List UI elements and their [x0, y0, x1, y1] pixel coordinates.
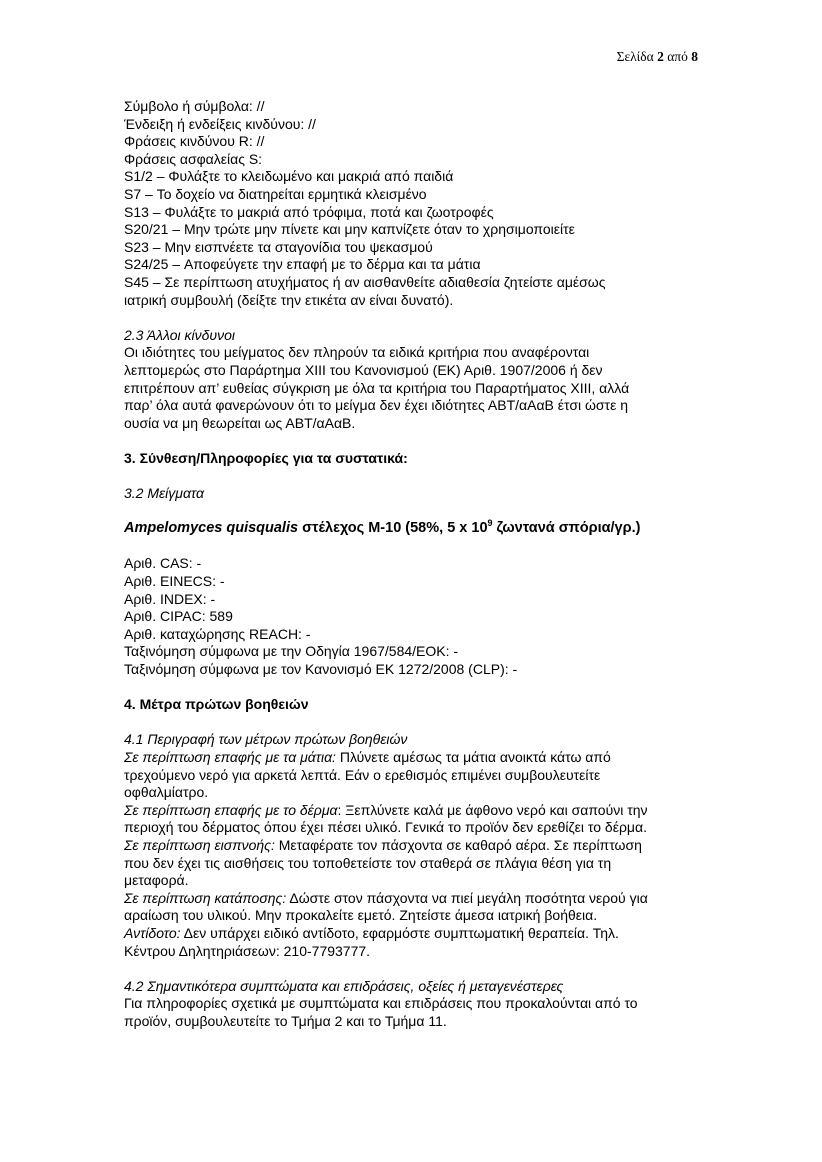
hazard-line: Σύμβολο ή σύμβολα: // — [124, 98, 265, 114]
page-header — [617, 49, 698, 65]
eye-contact-line — [124, 749, 709, 767]
antidote-label: Αντίδοτο: — [124, 924, 181, 941]
identifier-line: Ταξινόμηση σύμφωνα με την Οδηγία 1967/584/ΕΟΚ: - — [124, 643, 459, 660]
ingestion-line — [124, 890, 709, 908]
identifier-line: Αριθ. EINECS: - — [124, 573, 225, 590]
identifier-line: Αριθ. καταχώρησης REACH: - — [124, 625, 311, 642]
section-4-2 — [124, 978, 709, 1031]
antidote-text: Δεν υπάρχει ειδικό αντίδοτο, εφαρμόστε συμπτωματική θεραπεία. Τηλ. — [180, 924, 619, 941]
ingestion-text: Δώστε στον πάσχοντα να πιεί μεγάλη ποσότητα νερού για — [286, 889, 648, 906]
paragraph-line: επιτρέπουν απ’ ευθείας σύγκριση με όλα τα κριτήρια του Παραρτήματος XIII, αλλά — [124, 379, 630, 396]
subsection-title: 4.1 Περιγραφή των μέτρων πρώτων βοηθειών — [124, 731, 408, 748]
skin-contact-text: : Ξεπλύνετε καλά με άφθονο νερό και σαπούνι την — [337, 801, 648, 818]
organism-name: Ampelomyces quisqualis — [124, 520, 299, 537]
ingestion-label: Σε περίπτωση κατάποσης: — [124, 889, 287, 906]
paragraph-line: Οι ιδιότητες του μείγματος δεν πληρούν τα ειδικά κριτήρια που αναφέρονται — [124, 344, 590, 361]
hazard-line: S20/21 – Μην τρώτε μην πίνετε και μην καπνίζετε όταν το χρησιμοποιείτε — [124, 221, 575, 238]
paragraph-line: παρ’ όλα αυτά φανερώνουν ότι το μείγμα δεν έχει ιδιότητες ΑΒΤ/αΑαΒ έτσι ώστε η — [124, 397, 628, 414]
identifiers-list — [124, 555, 709, 678]
page-number: 2 — [657, 49, 664, 64]
component-text: στέλεχος Μ-10 (58%, 5 x 10 — [298, 520, 488, 537]
section-3-heading: 3. Σύνθεση/Πληροφορίες για τα συστατικά: — [124, 449, 408, 466]
paragraph-line: οφθαλμίατρο. — [124, 784, 209, 801]
inhalation-text: Μεταφέρατε τον πάσχοντα σε καθαρό αέρα. Σε περίπτωση — [274, 836, 642, 853]
paragraph-line: Κέντρου Δηλητηριάσεων: 210-7793777. — [124, 942, 371, 959]
inhalation-line — [124, 837, 709, 855]
subsection-title: 3.2 Μείγματα — [124, 485, 204, 502]
hazard-line: S1/2 – Φυλάξτε το κλειδωμένο και μακριά από παιδιά — [124, 168, 454, 185]
of-label: από — [667, 49, 688, 64]
page-label: Σελίδα — [616, 49, 654, 64]
paragraph-line: ουσία να μη θεωρείται ως ΑΒΤ/αΑαΒ. — [124, 414, 356, 431]
paragraph-line: Για πληροφορίες σχετικά με συμπτώματα και επιδράσεις που προκαλούνται από το — [124, 995, 638, 1012]
hazard-line: S45 – Σε περίπτωση ατυχήματος ή αν αισθανθείτε αδιαθεσία ζητείστε αμέσως — [124, 273, 606, 290]
paragraph-line: προϊόν, συμβουλευτείτε το Τμήμα 2 και το Τμήμα 11. — [124, 1012, 447, 1029]
hazard-block — [124, 98, 709, 309]
hazard-line: Φράσεις ασφαλείας S: — [124, 150, 263, 167]
skin-contact-label: Σε περίπτωση επαφής με το δέρμα — [124, 801, 338, 818]
component-name — [124, 520, 709, 538]
subsection-title: 2.3 Άλλοι κίνδυνοι — [124, 326, 236, 343]
paragraph-line: τρεχούμενο νερό για αρκετά λεπτά. Εάν ο ερεθισμός επιμένει συμβουλευτείτε — [124, 766, 601, 783]
paragraph-line: μεταφορά. — [124, 872, 189, 889]
hazard-line: ιατρική συμβουλή (δείξτε την ετικέτα αν είναι δυνατό). — [124, 291, 454, 308]
skin-contact-line — [124, 802, 709, 820]
paragraph-line: λεπτομερώς στο Παράρτημα XIII του Κανονισμού (ΕΚ) Αριθ. 1907/2006 ή δεν — [124, 361, 603, 378]
hazard-line: Ένδειξη ή ενδείξεις κινδύνου: // — [124, 115, 316, 132]
inhalation-label: Σε περίπτωση εισπνοής: — [124, 836, 275, 853]
exponent: 9 — [487, 518, 493, 529]
total-pages: 8 — [691, 49, 698, 64]
identifier-line: Αριθ. INDEX: - — [124, 590, 216, 607]
subsection-title: 4.2 Σημαντικότερα συμπτώματα και επιδράσεις, οξείες ή μεταγενέστερες — [124, 977, 564, 994]
section-4-heading: 4. Μέτρα πρώτων βοηθειών — [124, 696, 309, 713]
identifier-line: Ταξινόμηση σύμφωνα με τον Κανονισμό ΕΚ 1272/2008 (CLP): - — [124, 661, 518, 677]
antidote-line — [124, 925, 709, 943]
section-2-3 — [124, 327, 709, 433]
hazard-line: S7 – Το δοχείο να διατηρείται ερμητικά κλεισμένο — [124, 185, 427, 202]
component-text-end: ζωντανά σπόρια/γρ.) — [492, 520, 641, 537]
paragraph-line: που δεν έχει τις αισθήσεις του τοποθετείστε τον σταθερά σε πλάγια θέση για τη — [124, 854, 612, 871]
hazard-line: S24/25 – Αποφεύγετε την επαφή με το δέρμα και τα μάτια — [124, 256, 481, 273]
paragraph-line: περιοχή του δέρματος όπου έχει πέσει υλικό. Γενικά το προϊόν δεν ερεθίζει το δέρμα. — [124, 819, 647, 836]
paragraph-line: αραίωση του υλικού. Μην προκαλείτε εμετό. Ζητείστε άμεσα ιατρική βοήθεια. — [124, 907, 598, 924]
hazard-line: S13 – Φυλάξτε το μακριά από τρόφιμα, ποτά και ζωοτροφές — [124, 203, 494, 220]
hazard-line: S23 – Μην εισπνέετε τα σταγονίδια του ψεκασμού — [124, 238, 433, 255]
document-body — [124, 98, 709, 1030]
identifier-line: Αριθ. CAS: - — [124, 555, 202, 572]
hazard-line: Φράσεις κινδύνου R: // — [124, 133, 265, 150]
eye-contact-label: Σε περίπτωση επαφής με τα μάτια: — [124, 748, 336, 765]
section-4-1 — [124, 731, 709, 960]
eye-contact-text: Πλύνετε αμέσως τα μάτια ανοικτά κάτω από — [335, 748, 611, 765]
identifier-line: Αριθ. CIPAC: 589 — [124, 608, 233, 625]
